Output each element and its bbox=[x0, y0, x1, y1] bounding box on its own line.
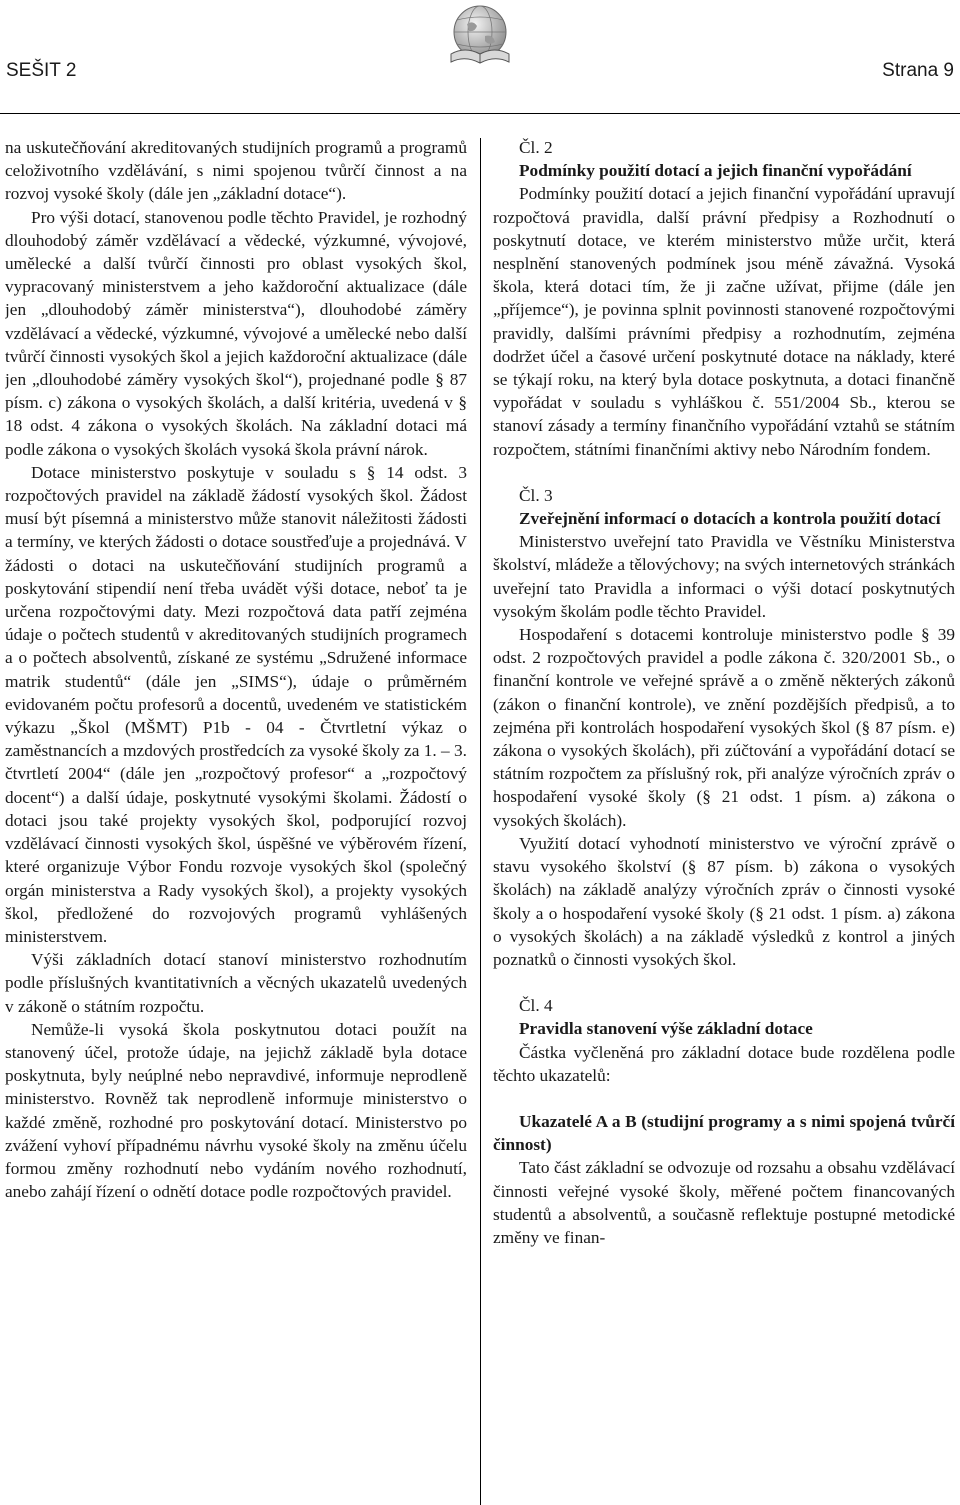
paragraph: Hospodaření s dotacemi kontroluje ministerstvo podle § 39 odst. 2 rozpočtových pravidel a podle zákona č. 320/2001 Sb., o finanční kontrole ve veřejné správě a o změně některých zákonů (zákon o finanční kontrole), ve znění pozdějších předpisů, a to zejména při kontrolách hospodaření vysokých škol (§ 87 písm. e) zákona o vysokých školách), při zúčtování a vypořádání dotací se státním rozpočtem za příslušný rok, při analýze výročních zpráv o hospodaření vysoké školy (§ 21 odst. 1 písm. a) zákona o vysokých školách). bbox=[493, 625, 955, 830]
paragraph: Pro výši dotací, stanovenou podle těchto Pravidel, je rozhodný dlouhodobý záměr vzdělávací a vědecké, výzkumné, vývojové, umělecké a další tvůrčí činnosti pro oblast vysokých škol, vypracovaný ministerstvem a jeho každoroční aktualizace (dále jen „dlouhodobý záměr ministerstva“), dlouhodobé záměry vzdělávací a vědecké, výzkumné, vývojové a umělecké nebo další tvůrčí činnosti vysokých škol a jejich každoroční aktualizace (dále jen „dlouhodobé záměry vysokých škol“), projednané podle § 87 písm. c) zákona o vysokých školách, a další kritéria, uvedená v § 18 odst. 4 zákona o vysokých školách. Na základní dotaci má podle zákona o vysokých školách vysoká škola právní nárok. bbox=[5, 207, 467, 459]
article-number: Čl. 4 bbox=[519, 996, 553, 1016]
globe-book-emblem-icon bbox=[443, 2, 517, 70]
article-number: Čl. 3 bbox=[519, 485, 553, 505]
article-title: Podmínky použití dotací a jejich finanční vypořádání bbox=[519, 161, 912, 181]
right-column bbox=[493, 136, 955, 1505]
article-title: Pravidla stanovení výše základní dotace bbox=[519, 1019, 813, 1039]
page-header bbox=[0, 0, 960, 120]
spacer bbox=[493, 971, 955, 994]
paragraph: Využití dotací vyhodnotí ministerstvo ve výroční zprávě o stavu vysokého školství (§ 87 písm. b) zákona o vysokých školách) na základě analýzy výročních zpráv o činnosti vysoké školy a o hospodaření vysoké školy (§ 21 odst. 1 písm. a) zákona o vysokých školách) a na základě výsledků z kontrol a jiných poznatků o činnosti vysokých škol. bbox=[493, 833, 955, 969]
paragraph: Výši základních dotací stanoví ministerstvo rozhodnutím podle příslušných kvantitativních a věcných ukazatelů uvedených v zákoně o státním rozpočtu. bbox=[5, 950, 467, 1016]
article-title: Zveřejnění informací o dotacích a kontrola použití dotací bbox=[519, 509, 941, 529]
left-column bbox=[5, 136, 467, 1505]
paragraph: Ministerstvo uveřejní tato Pravidla ve Věstníku Ministerstva školství, mládeže a tělovýchovy; na svých internetových stránkách uveřejní tato Pravidla a informaci o výši dotací poskytnutých vysokým školám podle těchto Pravidel. bbox=[493, 532, 955, 621]
header-rule bbox=[0, 113, 960, 114]
issue-label: SEŠIT 2 bbox=[6, 60, 77, 81]
paragraph: Nemůže-li vysoká škola poskytnutou dotaci použít na stanovený účel, protože údaje, na jejichž základě byla dotace poskytnuta, byly neúplné nebo nepravdivé, informuje neprodleně ministerstvo. Rovněž tak neprodleně informuje ministerstvo o každé změně, rozhodné pro poskytování dotací. Ministerstvo po zvážení vyhoví případnému návrhu vysoké školy na změnu účelu formou změny rozhodnutí nebo vydáním nového rozhodnutí, anebo zahájí řízení o odnětí dotace podle rozpočtových pravidel. bbox=[5, 1019, 467, 1202]
spacer bbox=[493, 1087, 955, 1110]
section-subtitle: Ukazatelé A a B (studijní programy a s nimi spojená tvůrčí činnost) bbox=[493, 1111, 955, 1155]
paragraph: Částka vyčleněná pro základní dotace bude rozdělena podle těchto ukazatelů: bbox=[493, 1042, 955, 1085]
spacer bbox=[493, 461, 955, 484]
paragraph: Podmínky použití dotací a jejich finanční vypořádání upravují rozpočtová pravidla, další právní předpisy a Rozhodnutí o poskytnutí dotace, ve kterém ministerstvo může určit, která nesplnění stanovených podmínek jsou méně závažná. Vysoká škola, která dotaci tím, že ji začne užívat, přijme (dále jen „příjemce“), je povinna splnit povinnosti stanovené rozpočtovými pravidly, dalšími právními předpisy a rozhodnutím, zejména dodržet účel a časové určení poskytnuté dotace na náklady, které se týkají roku, na který byla dotace poskytnuta, a dotaci finančně vypořádat v souladu s vyhláškou č. 551/2004 Sb., kterou se stanoví zásady a termíny finančního vypořádání vztahů se státním rozpočtem, státními finančními aktivy nebo Národním fondem. bbox=[493, 184, 955, 459]
article-number: Čl. 2 bbox=[519, 138, 553, 157]
page-number: Strana 9 bbox=[882, 60, 954, 81]
paragraph: Tato část základní se odvozuje od rozsahu a obsahu vzdělávací činnosti veřejné vysoké školy, měřené počtem financovaných studentů a absolventů, a současně reflektuje postupné metodické změny ve finan- bbox=[493, 1158, 955, 1247]
paragraph: Dotace ministerstvo poskytuje v souladu s § 14 odst. 3 rozpočtových pravidel na základě žádostí vysokých škol. Žádost musí být písemná a ministerstvo může stanovit náležitosti žádosti a termíny, ve kterých žádosti o dotace soustřeďuje a projednává. V žádosti o dotaci na uskutečňování studijních programů a poskytování stipendií není třeba uvádět výši dotace, neboť ta je určena rozpočtovými daty. Mezi rozpočtová data patří zejména údaje o počtech studentů v akreditovaných studijních programech a o počtech absolventů, získané ze systému „Sdružené informace matrik studentů“ (dále jen „SIMS“), údaje o průměrném evidovaném počtu profesorů a docentů, uvedeném ve statistickém výkazu „Škol (MŠMT) P1b - 04 - Čtvrtletní výkaz o zaměstnancích a mzdových prostředcích za vysoké školy za 1. – 3. čtvrtletí 2004“ (dále jen „rozpočtový profesor“ a „rozpočtový docent“) a další údaje, poskytnuté vysokými školami. Žádostí o dotaci jsou také projekty vysokých škol, podporující rozvoj vzdělávací činnosti vysokých škol, úspěšné ve výběrovém řízení, které organizuje Výbor Fondu rozvoje vysokých škol (společný orgán ministerstva a Rady vysokých škol), a projekty vysokých škol, předložené do rozvojových programů vyhlášených ministerstvem. bbox=[5, 462, 467, 946]
paragraph: na uskutečňování akreditovaných studijních programů a programů celoživotního vzdělávání, s nimi spojenou tvůrčí činnost a na rozvoj vysoké školy (dále jen „základní dotace“). bbox=[5, 138, 467, 204]
column-divider bbox=[480, 138, 481, 1505]
